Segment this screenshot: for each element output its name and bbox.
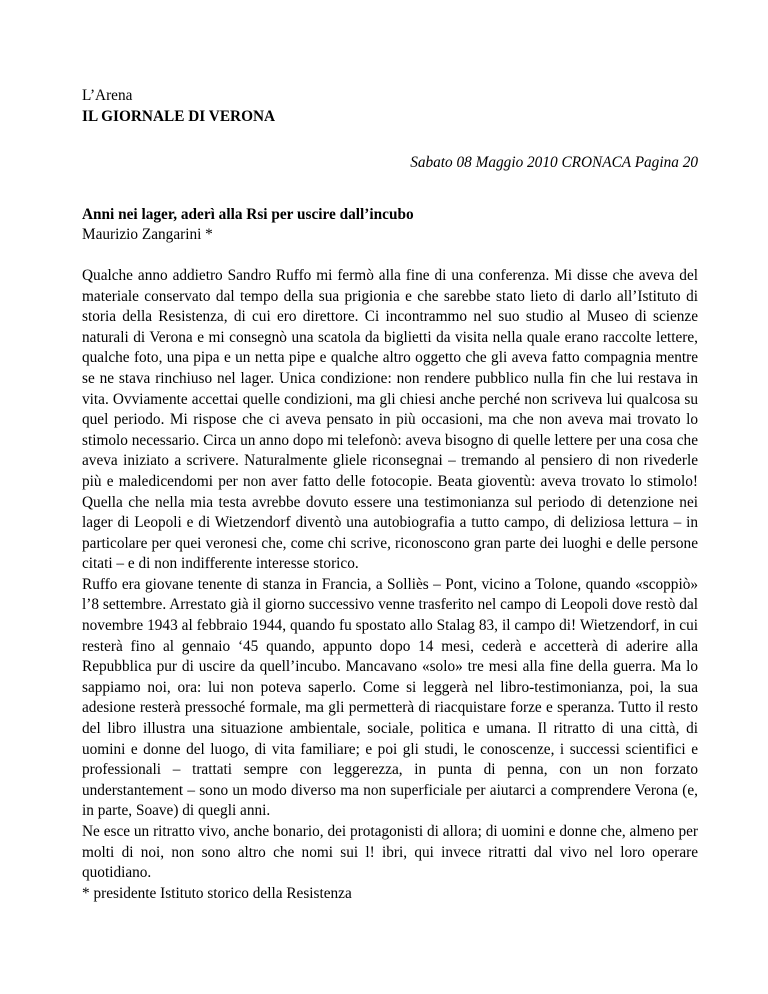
article-paragraph: Ne esce un ritratto vivo, anche bonario, dei protagonisti di allora; di uomini e donne che, almeno per molti di noi, non sono altro che nomi sui l! ibri, qui invece ritratti dal vivo nel loro operare quotidiano. <box>82 823 698 882</box>
publication-subtitle: IL GIORNALE DI VERONA <box>82 107 276 125</box>
dateline: Sabato 08 Maggio 2010 CRONACA Pagina 20 <box>410 154 698 172</box>
article-body <box>82 266 698 904</box>
article-paragraph: Qualche anno addietro Sandro Ruffo mi fermò alla fine di una conferenza. Mi disse che aveva del materiale conservato dal tempo della sua prigionia e che sarebbe stato lieto di darlo all’Istituto di storia della Resistenza, di cui ero direttore. Ci incontrammo nel suo studio al Museo di scienze naturali di Verona e mi consegnò una scatola da biglietti da visita nella quale erano raccolte lettere, qualche foto, una pipa e un netta pipe e qualche altro oggetto che gli aveva fatto compagnia mentre se ne stava rinchiuso nel lager. Unica condizione: non rendere pubblico nulla fin che lui restava in vita. Ovviamente accettai quelle condizioni, ma gli chiesi anche perché non scriveva lui qualcosa su quel periodo. Mi rispose che ci aveva pensato in più occasioni, ma che non aveva mai trovato lo stimolo necessario. Circa un anno dopo mi telefonò: aveva bisogno di quelle lettere per una cosa che aveva iniziato a scrivere. Naturalmente gliele riconsegnai – tremando al pensiero di non rivederle più e maledicendomi per non aver fatto delle fotocopie. Beata gioventù: aveva trovato lo stimolo! Quella che nella mia testa avrebbe dovuto essere una testimonianza sul periodo di detenzione nei lager di Leopoli e di Wietzendorf diventò una autobiografia a tutto campo, di deliziosa lettura – in particolare per quei veronesi che, come chi scrive, riconoscono gran parte dei luoghi e delle persone citati – e di non indifferente interesse storico. <box>82 266 698 573</box>
article-author: Maurizio Zangarini * <box>82 226 213 244</box>
document-page <box>82 86 698 904</box>
publication-name: L’Arena <box>82 87 133 104</box>
article-paragraph: Ruffo era giovane tenente di stanza in Francia, a Solliès – Pont, vicino a Tolone, quando «scoppiò» l’8 settembre. Arrestato già il giorno successivo venne trasferito nel campo di Leopoli dove restò dal novembre 1943 al febbraio 1944, quando fu spostato allo Stalag 83, il campo di! Wietzendorf, in cui resterà fino al gennaio ‘45 quando, appunto dopo 14 mesi, cederà e accetterà di aderire alla Repubblica pur di uscire da quell’incubo. Mancavano «solo» tre mesi alla fine della guerra. Ma lo sappiamo noi, ora: lui non poteva saperlo. Come si leggerà nel libro-testimonianza, poi, la sua adesione resterà pressoché formale, ma gli permetterà di riacquistare forze e speranza. Tutto il resto del libro illustra una situazione ambientale, sociale, politica e umana. Il ritratto di una città, di uomini e donne del luogo, di vita familiare; e poi gli studi, le conoscenze, i successi scientifici e professionali – trattati sempre con leggerezza, in punta di penna, con un non forzato understantement – sono un modo diverso ma non superficiale per aiutarci a comprendere Verona (e, in parte, Soave) di quegli anni. <box>82 575 698 820</box>
author-footnote: * presidente Istituto storico della Resistenza <box>82 884 352 902</box>
article-headline: Anni nei lager, aderì alla Rsi per uscire dall’incubo <box>82 205 414 223</box>
